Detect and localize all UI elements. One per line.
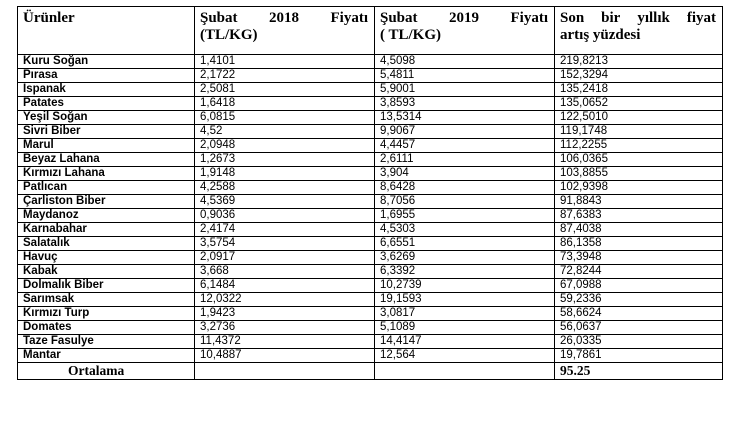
table-row — [18, 335, 723, 349]
product-name: Patlıcan — [18, 181, 195, 195]
header-word: bir — [601, 10, 621, 26]
price-2018: 11,4372 — [195, 335, 375, 349]
price-2018: 3,668 — [195, 265, 375, 279]
price-2019: 5,9001 — [375, 83, 555, 97]
price-2019: 19,1593 — [375, 293, 555, 307]
product-name: Çarliston Biber — [18, 195, 195, 209]
table-row — [18, 307, 723, 321]
product-name: Kırmızı Lahana — [18, 167, 195, 181]
table-body — [18, 55, 723, 363]
price-2019: 9,9067 — [375, 125, 555, 139]
table-row — [18, 237, 723, 251]
product-name: Mantar — [18, 349, 195, 363]
price-2018: 2,4174 — [195, 223, 375, 237]
price-2019: 4,5303 — [375, 223, 555, 237]
header-word: Şubat — [200, 10, 238, 26]
table-row — [18, 251, 723, 265]
price-2018: 3,5754 — [195, 237, 375, 251]
increase-percent: 56,0637 — [555, 321, 723, 335]
header-line-2: ( TL/KG) — [380, 27, 441, 43]
price-2019: 3,6269 — [375, 251, 555, 265]
price-2018: 1,9148 — [195, 167, 375, 181]
table-row — [18, 69, 723, 83]
price-2018: 10,4887 — [195, 349, 375, 363]
increase-percent: 119,1748 — [555, 125, 723, 139]
product-name: Kırmızı Turp — [18, 307, 195, 321]
table-row — [18, 181, 723, 195]
product-name: Kuru Soğan — [18, 55, 195, 69]
price-2018: 1,9423 — [195, 307, 375, 321]
price-2018: 6,1484 — [195, 279, 375, 293]
increase-percent: 106,0365 — [555, 153, 723, 167]
increase-percent: 152,3294 — [555, 69, 723, 83]
price-2019: 3,0817 — [375, 307, 555, 321]
price-2018: 6,0815 — [195, 111, 375, 125]
table-row — [18, 209, 723, 223]
table-row — [18, 125, 723, 139]
price-2018: 0,9036 — [195, 209, 375, 223]
header-word: Son — [560, 10, 585, 26]
price-2019: 8,7056 — [375, 195, 555, 209]
average-empty-cell-2019 — [375, 363, 555, 380]
header-line-1 — [200, 10, 374, 27]
product-name: Yeşil Soğan — [18, 111, 195, 125]
table-row — [18, 349, 723, 363]
product-name: Kabak — [18, 265, 195, 279]
price-2019: 6,6551 — [375, 237, 555, 251]
increase-percent: 91,8843 — [555, 195, 723, 209]
product-name: Ispanak — [18, 83, 195, 97]
price-2018: 4,52 — [195, 125, 375, 139]
table-row — [18, 321, 723, 335]
table-row — [18, 83, 723, 97]
table-row — [18, 223, 723, 237]
product-name: Patates — [18, 97, 195, 111]
price-2019: 4,4457 — [375, 139, 555, 153]
increase-percent: 122,5010 — [555, 111, 723, 125]
increase-percent: 59,2336 — [555, 293, 723, 307]
increase-percent: 72,8244 — [555, 265, 723, 279]
increase-percent: 135,2418 — [555, 83, 723, 97]
header-products — [18, 7, 195, 55]
price-2019: 4,5098 — [375, 55, 555, 69]
average-empty-cell-2018 — [195, 363, 375, 380]
header-word: 2018 — [269, 10, 300, 26]
product-name: Sarımsak — [18, 293, 195, 307]
increase-percent: 112,2255 — [555, 139, 723, 153]
header-word: 2019 — [449, 10, 480, 26]
increase-percent: 26,0335 — [555, 335, 723, 349]
product-name: Salatalık — [18, 237, 195, 251]
price-2019: 5,1089 — [375, 321, 555, 335]
header-line-1 — [23, 10, 194, 27]
header-word: yıllık — [637, 10, 670, 26]
increase-percent: 87,4038 — [555, 223, 723, 237]
header-word: fiyat — [686, 10, 716, 26]
header-line-2: (TL/KG) — [200, 27, 258, 43]
table-container — [17, 6, 723, 380]
header-price-2018 — [195, 7, 375, 55]
product-name: Pırasa — [18, 69, 195, 83]
increase-percent: 135,0652 — [555, 97, 723, 111]
product-name: Maydanoz — [18, 209, 195, 223]
price-2018: 3,2736 — [195, 321, 375, 335]
increase-percent: 58,6624 — [555, 307, 723, 321]
header-row — [18, 7, 723, 55]
average-row — [18, 363, 723, 380]
header-word: Fiyatı — [510, 10, 548, 26]
price-2019: 8,6428 — [375, 181, 555, 195]
price-2018: 12,0322 — [195, 293, 375, 307]
product-name: Beyaz Lahana — [18, 153, 195, 167]
header-word: Fiyatı — [330, 10, 368, 26]
table-row — [18, 153, 723, 167]
product-name: Domates — [18, 321, 195, 335]
price-2019: 10,2739 — [375, 279, 555, 293]
header-price-2019 — [375, 7, 555, 55]
price-2019: 1,6955 — [375, 209, 555, 223]
increase-percent: 103,8855 — [555, 167, 723, 181]
increase-percent: 67,0988 — [555, 279, 723, 293]
price-2018: 2,1722 — [195, 69, 375, 83]
price-2019: 5,4811 — [375, 69, 555, 83]
price-2019: 13,5314 — [375, 111, 555, 125]
table-row — [18, 279, 723, 293]
price-2019: 2,6111 — [375, 153, 555, 167]
average-value: 95.25 — [555, 363, 723, 380]
product-name: Havuç — [18, 251, 195, 265]
price-2019: 14,4147 — [375, 335, 555, 349]
price-2018: 2,0917 — [195, 251, 375, 265]
price-2018: 1,4101 — [195, 55, 375, 69]
increase-percent: 219,8213 — [555, 55, 723, 69]
price-2019: 3,904 — [375, 167, 555, 181]
header-word: Şubat — [380, 10, 418, 26]
increase-percent: 73,3948 — [555, 251, 723, 265]
product-name: Dolmalık Biber — [18, 279, 195, 293]
header-word: Ürünler — [23, 10, 75, 26]
price-table — [17, 6, 723, 380]
product-name: Karnabahar — [18, 223, 195, 237]
increase-percent: 102,9398 — [555, 181, 723, 195]
price-2018: 1,6418 — [195, 97, 375, 111]
header-increase-percent — [555, 7, 723, 55]
table-row — [18, 111, 723, 125]
increase-percent: 87,6383 — [555, 209, 723, 223]
price-2018: 4,2588 — [195, 181, 375, 195]
table-row — [18, 97, 723, 111]
price-2018: 4,5369 — [195, 195, 375, 209]
increase-percent: 19,7861 — [555, 349, 723, 363]
increase-percent: 86,1358 — [555, 237, 723, 251]
table-row — [18, 265, 723, 279]
price-2019: 12,564 — [375, 349, 555, 363]
header-line-2: artış yüzdesi — [560, 27, 641, 43]
table-row — [18, 167, 723, 181]
average-label: Ortalama — [18, 363, 195, 380]
header-line-1 — [560, 10, 722, 27]
product-name: Sivri Biber — [18, 125, 195, 139]
price-2018: 2,0948 — [195, 139, 375, 153]
price-2018: 1,2673 — [195, 153, 375, 167]
product-name: Marul — [18, 139, 195, 153]
table-row — [18, 195, 723, 209]
table-row — [18, 293, 723, 307]
table-row — [18, 55, 723, 69]
header-line-1 — [380, 10, 554, 27]
price-2019: 6,3392 — [375, 265, 555, 279]
product-name: Taze Fasulye — [18, 335, 195, 349]
price-2019: 3,8593 — [375, 97, 555, 111]
price-2018: 2,5081 — [195, 83, 375, 97]
table-row — [18, 139, 723, 153]
